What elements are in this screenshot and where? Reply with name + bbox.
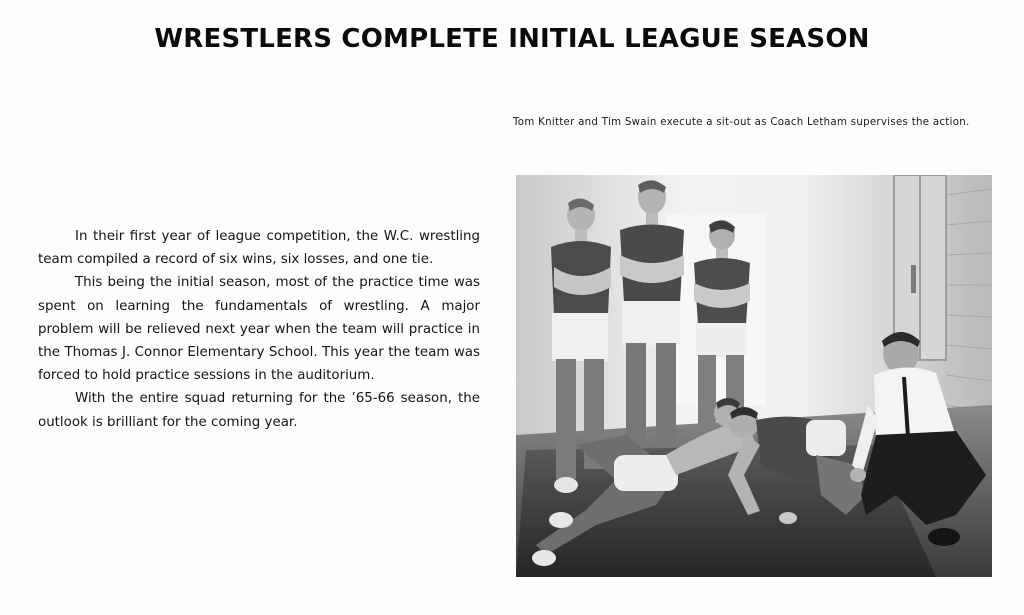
article-paragraph-2: This being the initial season, most of the practice time was spent on learning the fundamentals of wrestling. A major problem will be relieved next year when the team will practice in the Thomas J. Connor Elementary School. This year the team was forced to hold practice sessions in the auditorium.	[38, 275, 480, 384]
article-paragraph-1: In their first year of league competition, the W.C. wrestling team compiled a record of six wins, six losses, and one tie.	[38, 229, 480, 268]
article-paragraph-3: With the entire squad returning for the ’65-66 season, the outlook is brilliant for the coming year.	[38, 391, 480, 430]
photo-illustration	[516, 175, 992, 577]
page-headline: WRESTLERS COMPLETE INITIAL LEAGUE SEASON	[154, 24, 870, 54]
wrestling-practice-photo	[516, 175, 992, 577]
photo-caption: Tom Knitter and Tim Swain execute a sit-out as Coach Letham supervises the action.	[513, 117, 970, 128]
article-body	[38, 225, 480, 434]
